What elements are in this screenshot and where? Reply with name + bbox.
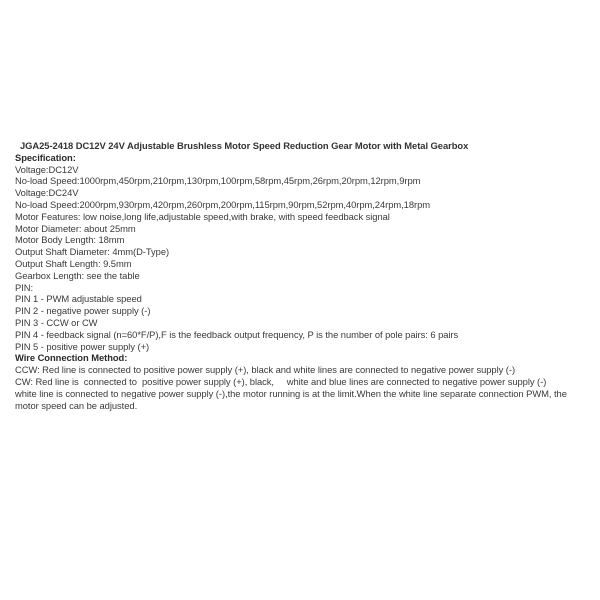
wire-connection-heading: Wire Connection Method: [15,352,128,364]
spec-line: Gearbox Length: see the table [15,269,140,281]
spec-line: Motor Diameter: about 25mm [15,222,136,234]
product-description [15,140,595,411]
specification-heading: Specification: [15,151,76,163]
spec-line: Motor Body Length: 18mm [15,234,125,246]
spec-line: Voltage:DC12V [15,163,79,175]
spec-line: PIN 1 - PWM adjustable speed [15,293,142,305]
note-line: white line is connected to negative power supply (-),the motor running is at the limit.When the white line separate connection PWM, the motor speed can be adjusted. [15,387,570,411]
spec-line: PIN 2 - negative power supply (-) [15,305,151,317]
spec-line: Output Shaft Length: 9.5mm [15,257,132,269]
spec-line: Voltage:DC24V [15,187,79,199]
specification-list [15,164,595,353]
spec-line: PIN: [15,281,34,293]
wire-ccw-line: CCW: Red line is connected to positive power supply (+), black and white lines are connected to negative power supply (-) [15,364,516,376]
spec-line: PIN 4 - feedback signal (n=60*F/P),F is the feedback output frequency, P is the number of pole pairs: 6 pairs [15,328,459,340]
spec-line: PIN 3 - CCW or CW [15,316,98,328]
spec-line: No-load Speed:1000rpm,450rpm,210rpm,130rpm,100rpm,58rpm,45rpm,26rpm,20rpm,12rpm,9rpm [15,175,421,187]
spec-line: Output Shaft Diameter: 4mm(D-Type) [15,246,170,258]
wire-cw-line: CW: Red line is connected to positive power supply (+), black, white and blue lines are connected to negative power supply (-) [15,375,547,387]
spec-line: Motor Features: low noise,long life,adjustable speed,with brake, with speed feedback signal [15,210,390,222]
spec-line: No-load Speed:2000rpm,930rpm,420rpm,260rpm,200rpm,115rpm,90rpm,52rpm,40rpm,24rpm,18rpm [15,198,431,210]
product-title: JGA25-2418 DC12V 24V Adjustable Brushless Motor Speed Reduction Gear Motor with Metal Gearbox [20,140,469,151]
spec-line: PIN 5 - positive power supply (+) [15,340,150,352]
